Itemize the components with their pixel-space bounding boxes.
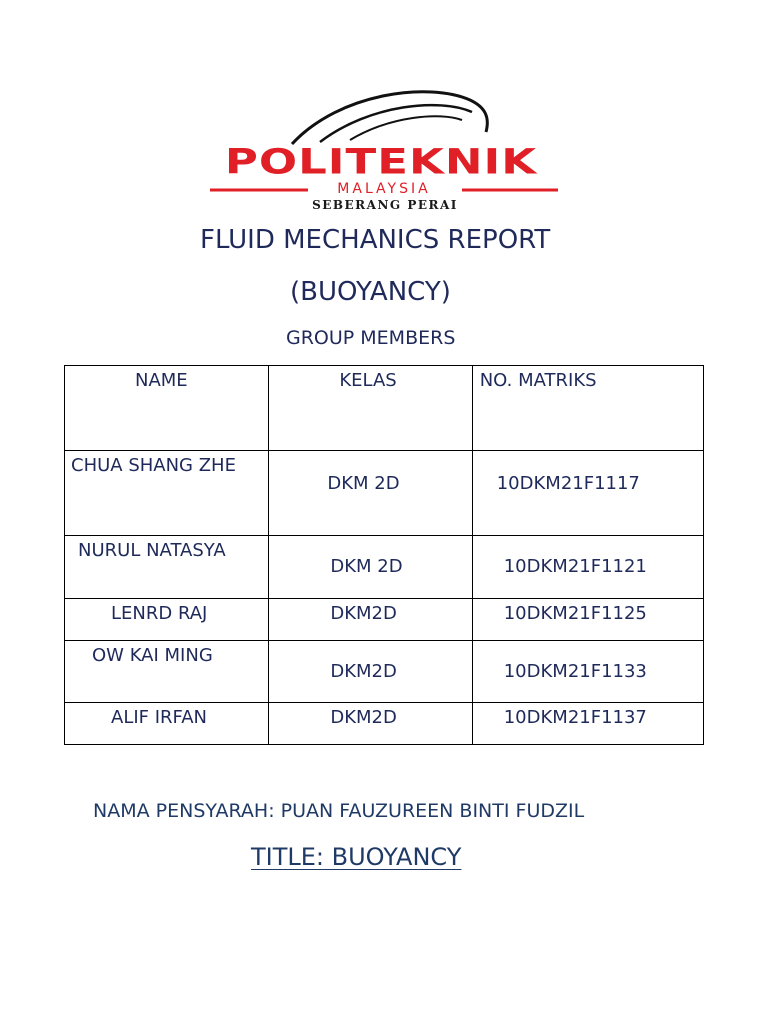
group-members-heading: GROUP MEMBERS xyxy=(286,327,456,349)
member-matriks: 10DKM21F1125 xyxy=(503,603,647,624)
table-row xyxy=(65,641,704,703)
cell-kelas xyxy=(269,641,472,703)
member-kelas: DKM2D xyxy=(330,707,397,728)
cell-matriks xyxy=(472,599,703,641)
member-name: CHUA SHANG ZHE xyxy=(71,455,236,476)
cell-name xyxy=(65,641,269,703)
cell-name xyxy=(65,451,269,536)
cell-matriks xyxy=(472,641,703,703)
table-header-row xyxy=(65,366,704,451)
table-row xyxy=(65,599,704,641)
header-name xyxy=(65,366,269,451)
member-matriks: 10DKM21F1133 xyxy=(503,661,647,682)
header-kelas-label: KELAS xyxy=(339,370,397,391)
lecturer-name: NAMA PENSYARAH: PUAN FAUZUREEN BINTI FUDZIL xyxy=(93,800,585,822)
title-buoyancy: TITLE: BUOYANCY xyxy=(251,843,462,871)
member-matriks: 10DKM21F1117 xyxy=(496,473,640,494)
cell-name xyxy=(65,599,269,641)
header-kelas xyxy=(269,366,472,451)
header-matriks-label: NO. MATRIKS xyxy=(479,370,597,391)
member-name: LENRD RAJ xyxy=(111,603,208,624)
cell-name xyxy=(65,703,269,745)
cell-kelas xyxy=(269,536,472,599)
cell-name xyxy=(65,536,269,599)
report-title: FLUID MECHANICS REPORT xyxy=(200,225,551,255)
cell-kelas xyxy=(269,451,472,536)
member-name: OW KAI MING xyxy=(92,645,213,666)
header-matriks xyxy=(472,366,703,451)
member-matriks: 10DKM21F1137 xyxy=(503,707,647,728)
table-row xyxy=(65,536,704,599)
cell-matriks xyxy=(472,703,703,745)
member-matriks: 10DKM21F1121 xyxy=(503,556,647,577)
group-members-table xyxy=(64,365,704,745)
cell-kelas xyxy=(269,599,472,641)
member-name: NURUL NATASYA xyxy=(78,540,226,561)
table-row xyxy=(65,451,704,536)
member-name: ALIF IRFAN xyxy=(111,707,208,728)
cell-kelas xyxy=(269,703,472,745)
report-subtitle: (BUOYANCY) xyxy=(290,277,451,307)
member-kelas: DKM2D xyxy=(330,661,397,682)
cell-matriks xyxy=(472,451,703,536)
cell-matriks xyxy=(472,536,703,599)
member-kelas: DKM2D xyxy=(330,603,397,624)
header-name-label: NAME xyxy=(135,370,188,391)
logo-country: MALAYSIA xyxy=(337,181,431,197)
politeknik-logo xyxy=(200,82,570,214)
logo-campus: SEBERANG PERAI xyxy=(312,198,458,212)
member-kelas: DKM 2D xyxy=(327,473,400,494)
table-row xyxy=(65,703,704,745)
logo-wordmark: POLITEKNIK xyxy=(224,140,538,183)
member-kelas: DKM 2D xyxy=(330,556,403,577)
